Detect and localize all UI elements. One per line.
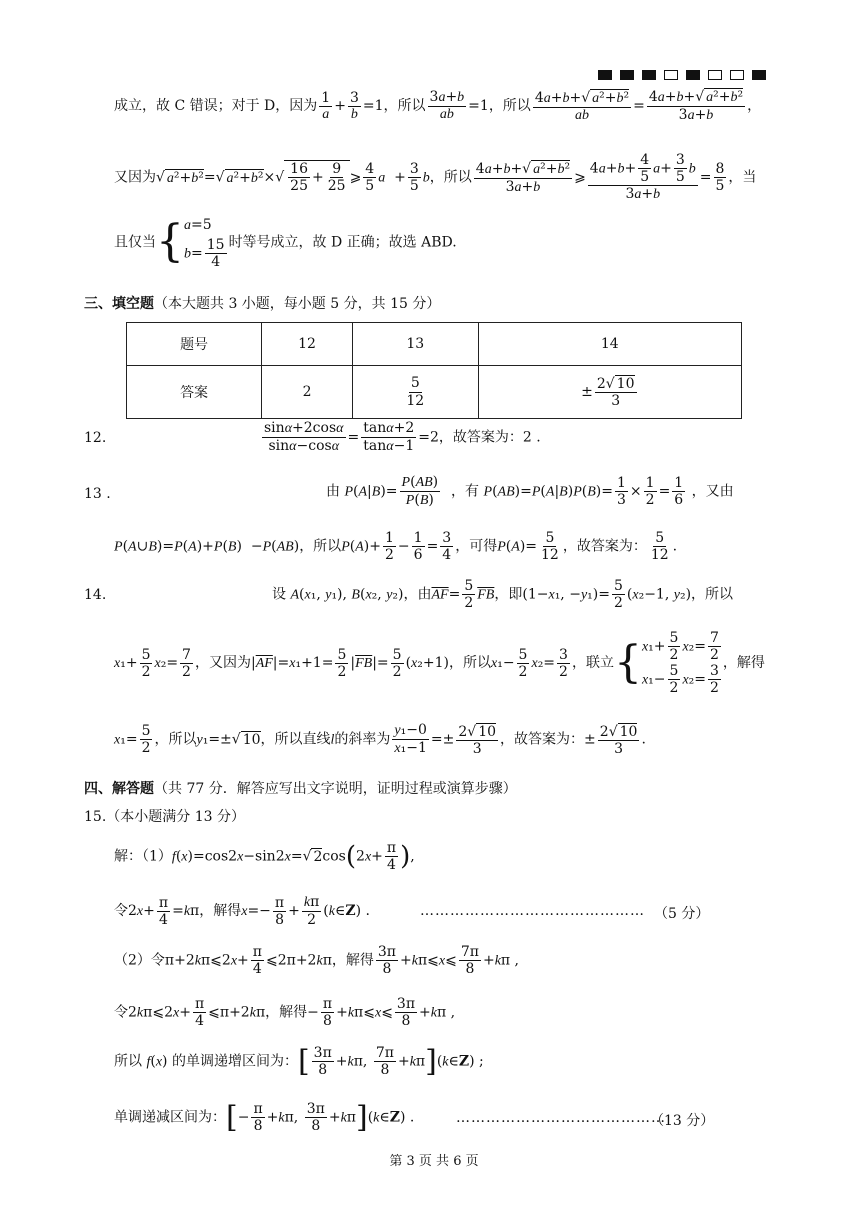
answer-table	[126, 322, 742, 419]
q15-step-2: 令2x+ $\frac{\pi}{4}$ =kπ，解得x=− $\frac{\pi}{8}$ + $\frac{k\pi}{2}$ (k∈Z) .	[114, 894, 370, 929]
progress-mark-empty	[664, 70, 678, 80]
score-13: （13 分）	[650, 1113, 715, 1129]
q14-number: 14.	[84, 587, 107, 603]
solution-line-3: 且仅当{ a=5 b= $\frac{15}{4}$ 时等号成立，故 D 正确；故选 ABD.	[114, 216, 457, 271]
solution-line-2: 又因为√ a²+b²=√ a²+b²×√ $\frac{16}{25}$ + $\frac{9}{25}$ ⩾ $\frac{4}{5}$ a + $\frac{3}{5}$ b，所以 $\frac{\text{4a+b+√ a²+b²}}{3a+b}$ ⩾ 4a+b+ $\frac{4}{5}$ a+ $\frac{3}{5}$ b 3a+b = $\frac{8}{5}$ ，当	[114, 152, 757, 203]
q15-step-4: 令2kπ⩽2x+ $\frac{\pi}{4}$ ⩽π+2kπ，解得− $\frac{\pi}{8}$ +kπ⩽x⩽ $\frac{3\pi}{8}$ +kπ ,	[114, 996, 456, 1030]
q12-solution: $\frac{\sin\alpha+2\cos\alpha}{\sin\alpha-\cos\alpha}$ = $\frac{\tan\alpha+2}{\tan\alpha-1}$ =2，故答案为：2 .	[264, 420, 541, 455]
q14-line-3: x₁= $\frac{5}{2}$ ，所以y₁=±√ 10，所以直线l的斜率为 $\frac{\text{y₁−0}}{\text{x₁−1}}$ =± $\frac{2√ 10}{3}$ ，故答案为：± $\frac{2√ 10}{3}$ .	[114, 722, 646, 757]
answer-13: $\frac{5}{12}$	[352, 366, 478, 419]
q15-step-1: 解：（1）f(x)=cos2x−sin2x=√ 2cos(2x+ $\frac{\pi}{4}$ ),	[114, 840, 415, 874]
q15-title: 15.（本小题满分 13 分）	[84, 809, 245, 825]
page-footer: 第 3 页 共 6 页	[389, 1154, 479, 1169]
progress-mark-filled	[686, 70, 700, 80]
progress-mark-empty	[730, 70, 744, 80]
q15-step-3: （2）令π+2kπ⩽2x+ $\frac{\pi}{4}$ ⩽2π+2kπ，解得 $\frac{3\pi}{8}$ +kπ⩽x⩽ $\frac{7\pi}{8}$ +kπ ,	[114, 944, 520, 978]
q15-step-6: 单调递减区间为：[− $\frac{\pi}{8}$ +kπ, $\frac{3\pi}{8}$ +kπ](k∈Z) .	[114, 1100, 415, 1135]
q14-line-1: 设 A(x₁, y₁), B(x₂, y₂)，由$\overline{AF}=$ $\frac{5}{2}$ $\overline{FB}$，即(1−x₁, −y₁)= $\frac{5}{2}$ (x₂−1, y₂)，所以	[272, 578, 734, 612]
q14-line-2: x₁+ $\frac{5}{2}$ x₂= $\frac{7}{2}$ ，又因为$|\overline{AF}|=x_1+1=$ $\frac{5}{2}$ $|\overline{FB}|=$ $\frac{5}{2}$ (x₂+1)，所以x₁− $\frac{5}{2}$ x₂= $\frac{3}{2}$ ，联立{ x₁+ $\frac{5}{2}$ x₂= $\frac{7}{2}$ x₁− $\frac{5}{2}$ x₂= $\frac{3}{2}$ ，解得	[114, 630, 765, 697]
table-row: 题号 12 13 14	[127, 323, 742, 366]
progress-mark-filled	[642, 70, 656, 80]
section-3-heading: 三、填空题（本大题共 3 小题，每小题 5 分，共 15 分）	[84, 296, 441, 312]
score-5: （5 分）	[654, 906, 710, 922]
section-4-heading: 四、解答题（共 77 分．解答应写出文字说明，证明过程或演算步骤）	[84, 781, 517, 797]
answer-14: ± $\frac{2√ 10}{3}$	[478, 366, 741, 419]
q12-number: 12.	[84, 430, 107, 446]
score-dots: ………………………………………	[420, 903, 645, 919]
progress-mark-empty	[708, 70, 722, 80]
score-dots: ……………………………………	[456, 1110, 666, 1126]
progress-mark-filled	[620, 70, 634, 80]
progress-mark-filled	[752, 70, 766, 80]
page-progress-marks	[590, 68, 766, 84]
q13-line-1: 由 P(A|B)= $\frac{P(AB)}{P(B)}$ ，有 P(AB)=P(A|B)P(B)= $\frac{1}{3}$ × $\frac{1}{2}$ = $\frac{1}{6}$ ，又由	[326, 474, 734, 509]
table-row: 答案 2 $\frac{5}{12}$ ± $\frac{2√ 10}{3}$	[127, 366, 742, 419]
q13-line-2: P(A∪B)=P(A)+P(B) −P(AB)，所以P(A)+ $\frac{1}{2}$ − $\frac{1}{6}$ = $\frac{3}{4}$ ，可得P(A)= $\frac{5}{12}$ ，故答案为： $\frac{5}{12}$ .	[114, 530, 678, 564]
q13-number: 13 .	[84, 486, 111, 502]
q15-step-5: 所以 f(x) 的单调递增区间为：[ $\frac{3\pi}{8}$ +kπ, $\frac{7\pi}{8}$ +kπ](k∈Z) ;	[114, 1044, 484, 1079]
progress-mark-filled	[598, 70, 612, 80]
solution-line-1: 成立，故 C 错误；对于 D，因为 $\frac{1}{a}$ + $\frac{3}{b}$ =1，所以 $\frac{3a+b}{ab}$ =1，所以 $\frac{\text{4a+b+√ a²+b²}}{ab}$ = $\frac{\text{4a+b+√ a²+b²}}{3a+b}$ ，	[114, 89, 762, 124]
